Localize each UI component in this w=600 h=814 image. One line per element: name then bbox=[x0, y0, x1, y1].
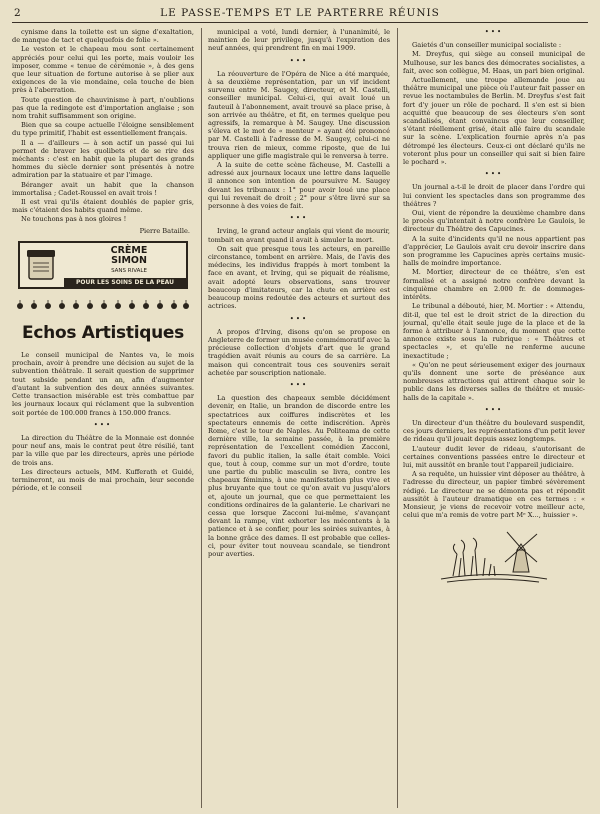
paragraph: Un directeur d'un théâtre du boulevard suspendit, ces jours derniers, les représentations d'un petit lever de rideau qu'il jouait depuis assez longtemps. bbox=[403, 418, 585, 444]
paragraph: Irving, le grand acteur anglais qui vient de mourir, tombait en avant quand il avait à simuler la mort. bbox=[208, 227, 390, 244]
column-rule bbox=[201, 28, 202, 808]
separator-dots: ••• bbox=[289, 380, 309, 389]
paragraph: Ne touchons pas à nos gloires ! bbox=[21, 215, 127, 224]
column-left bbox=[12, 28, 194, 808]
creme-simon-advertisement bbox=[18, 241, 188, 289]
paragraph: On sait que presque tous les acteurs, en pareille circonstance, tombent en arrière. Mais, de l'avis des médecins, les individus frappés à mort tombent la face en avant, et Irving, qui se piquait de réalisme, avait adopté leurs observations, sans trouver beaucoup d'imitateurs, car la chute en arrière est beaucoup moins redoutée des acteurs et surtout des actrices. bbox=[208, 244, 390, 311]
ad-tagline: SANS RIVALE bbox=[111, 267, 147, 274]
separator-dots: ••• bbox=[289, 314, 309, 323]
paragraph: La réouverture de l'Opéra de Nice a été marquée, à sa deuxième représentation, par un vif incident survenu entre M. Saugey, directeur, et M. Castelli, conseiller municipal. Celui-ci, qui avait loué un fauteuil à l'abonnement, avait trouvé sa place prise, à son arrivée au théâtre, et fit, en termes quelque peu agressifs, la remarque à M. Saugey. Une discussion s'éleva et le mot de « menteur » ayant été prononcé par M. Castelli à l'adresse de M. Saugey, celui-ci ne trouva rien de mieux, comme riposte, que de lui appliquer une gifle magistrale qui le renversa à terre. bbox=[208, 69, 390, 160]
paragraph: Le veston et le chapeau mou sont certainement appréciés pour celui qui les porte, mais vouloir les imposer, comme « tenue de cérémonie », à des gens que leur situation de fortune autorise à se plier aux exigences de la vie mondaine, cela touche de bien près à l'aberration. bbox=[12, 45, 194, 95]
paragraph: Le tribunal a débouté, hier, M. Mortier : « Attendu, dit-il, que tel est le droit strict de la direction du journal, qu'elle était seule juge de la place et de la forme à attribuer à l'annonce, du moment que cette annonce existe sous la rubrique : « Théâtres et spectacles », et qu'elle ne renferme aucune inexactitude ; bbox=[403, 302, 585, 360]
separator-dots: ••• bbox=[93, 420, 113, 429]
ad-brand: CRÈME SIMON bbox=[110, 244, 148, 266]
column-rule bbox=[397, 28, 398, 808]
paragraph: Actuellement, une troupe allemande joue au théâtre municipal une pièce où l'auteur fait passer en revue les noctambules de Berlin. M. Dreyfus s'est fait fort d'y jouer un rôle de pochard. Il s'en est si bien acquitté que beaucoup de ses électeurs s'en sont scandalisés, étant convaincus que leur conseiller, s'étant réellement grisé, était allé faire du scandale sur la scène. L'explication fournie après n'a pas détrompé les électeurs. Ceux-ci ont déclaré qu'ils ne voteront plus pour un conseiller qui sait si bien faire le pochard ». bbox=[403, 76, 585, 167]
paragraph: M. Dreyfus, qui siège au conseil municipal de Mulhouse, sur les bancs des démocrates socialistes, a fait, avec son collègue, M. Haas, un pari bien original. bbox=[403, 50, 585, 75]
paragraph: Bien que sa coupe actuelle l'éloigne sensiblement du type primitif, l'habit est essentiellement français. bbox=[12, 121, 194, 138]
paragraph: L'auteur dudit lever de rideau, s'autorisant de certaines conventions passées entre le directeur et lui, mit aussitôt en branle tout l'appareil judiciaire. bbox=[403, 444, 585, 469]
cream-jar-icon bbox=[26, 247, 56, 281]
paragraph: M. Mortier, directeur de ce théâtre, s'en est formalisé et a assigné notre confrère devant la cinquième chambre en 2.000 fr. de dommages-intérêts. bbox=[403, 268, 585, 302]
paragraph: Le conseil municipal de Nantes va, le mois prochain, avoir à prendre une décision au sujet de la subvention théâtrale. Il serait question de supprimer tout subside pendant un an, afin d'augmenter d'autant la subvention des deux années suivantes. Cette transaction misérable est très combattue par les journaux locaux qui réclament que la subvention soit portée de 100.000 francs à 150.000 francs. bbox=[12, 351, 194, 417]
paragraph: La direction du Théâtre de la Monnaie est donnée pour neuf ans, mais le contrat peut être résilié, tant par la ville que par les directeurs, après une période de trois ans. bbox=[12, 433, 194, 467]
paragraph: Toute question de chauvinisme à part, n'oublions pas que la redingote est d'importation anglaise ; son nom trahit suffisamment son origine. bbox=[12, 95, 194, 121]
paragraph: A sa requête, un huissier vint déposer au théâtre, à l'adresse du directeur, un papier timbré sévèrement rédigé. Le directeur ne se démonta pas et répondit aussitôt à l'auteur dramatique en ces termes : « Monsieur, je viens de recevoir votre meilleur acte, celui que m'a remis de votre part Mᵉ X..., huissier ». bbox=[403, 470, 585, 520]
ornamental-divider bbox=[14, 299, 192, 311]
section-headline: Echos Artistiques bbox=[22, 323, 184, 344]
paragraph: Oui, vient de répondre la deuxième chambre dans le procès qu'intentait à notre confrère Le Gaulois, le directeur du Théâtre des Capucines. bbox=[403, 209, 585, 234]
column-middle bbox=[208, 28, 390, 808]
masthead-title: LE PASSE-TEMPS ET LE PARTERRE RÉUNIS bbox=[160, 7, 440, 19]
separator-dots: ••• bbox=[484, 405, 504, 414]
paragraph: Les directeurs actuels, MM. Kufferath et Guidé, termineront, au mois de mai prochain, leur seconde période, et le conseil bbox=[12, 467, 194, 493]
paragraph: A la suite de cette scène fâcheuse, M. Castelli a adressé aux journaux locaux une lettre dans laquelle il annonce son intention de poursuivre M. Saugey devant les tribunaux : 1° pour avoir loué une place qui lui revenait de droit ; 2° pour s'être livré sur sa personne à des voies de fait. bbox=[208, 161, 390, 211]
paragraph: La question des chapeaux semble décidément devenir, en Italie, un brandon de discorde entre les spectatrices aux coiffures indiscrètes et les spectateurs ennemis de cette indiscrétion. Après Rome, c'est le tour de Naples. Au Politeama de cette dernière ville, la semaine passée, à la première représentation de l'excellent comédien Zacconi, favori du public italien, la salle était comble. Voici que, tout à coup, comme sur un mot d'ordre, toute une partie du public masculin se livra, contre les chapeaux féminins, à une manifestation plus vive et plus bruyante que tout ce qu'on avait vu jusqu'alors et, ajoute un journal, que ce que permettaient les conditions ordinaires de la galanterie. Le charivari ne cessa que lorsque Zacconi lui-même, s'avançant devant la rampe, vint exhorter les mécontents à la patience et à se confier, pour les soirées suivantes, à la bonne grâce des dames. Il est probable que celles-ci, pour éviter tout nouveau scandale, se tiendront pour averties. bbox=[208, 394, 390, 558]
column-right bbox=[403, 28, 585, 808]
page-number: 2 bbox=[14, 7, 22, 19]
paragraph: A propos d'Irving, disons qu'on se propose en Angleterre de former un musée commémoratif avec la précieuse collection d'objets d'art que le grand tragédien avait réunis au cours de sa carrière. La maison qui concentrait tous ces souvenirs serait achetée par souscription nationale. bbox=[208, 327, 390, 377]
paragraph: cynisme dans la toilette est un signe d'exaltation, de manque de tact et quelquefois de folie ». bbox=[12, 28, 194, 45]
paragraph: Béranger avait un habit que la chanson immortalisa ; Cadet-Roussel en avait trois ! bbox=[12, 180, 194, 197]
paragraph: Il a — d'ailleurs — à son actif un passé qui lui permet de braver les quolibets et de se rire des méchants : c'est en habit que la plupart des grands hommes du siècle dernier sont présentés à notre admiration par la statuaire et par l'image. bbox=[12, 138, 194, 180]
paragraph: Un journal a-t-il le droit de placer dans l'ordre qui lui convient les spectacles dans son programme des théâtres ? bbox=[403, 183, 585, 208]
paragraph: Il est vrai qu'ils étaient doublés de papier gris, mais c'étaient des habits quand même. bbox=[12, 198, 194, 215]
separator-dots: ••• bbox=[484, 170, 504, 179]
ad-banner-text: POUR LES SOINS DE LA PEAU bbox=[64, 278, 186, 287]
separator-dots: ••• bbox=[484, 28, 504, 36]
windmill-vignette-illustration bbox=[433, 524, 553, 586]
author-signature: Pierre Bataille. bbox=[139, 226, 190, 235]
separator-dots: ••• bbox=[289, 56, 309, 65]
paragraph: municipal a voté, lundi dernier, à l'unanimité, le maintien de leur privilège, jusqu'à l'expiration des neuf années, qui prendrent fin en mai 1909. bbox=[208, 28, 390, 53]
separator-dots: ••• bbox=[289, 214, 309, 223]
page-header bbox=[12, 6, 588, 23]
paragraph: « Qu'on ne peut sérieusement exiger des journaux qu'ils donnent une sorte de préséance aux nombreuses attractions qui attirent chaque soir le public dans les diverses salles de théâtre et music-halls de la capitale ». bbox=[403, 360, 585, 402]
paragraph: Gaietés d'un conseiller municipal socialiste : bbox=[412, 41, 562, 50]
paragraph: A la suite d'incidents qu'il ne nous appartient pas d'apprécier, Le Gaulois avait cru devoir inscrire dans son programme les Capucines après certains music-halls de moindre importance. bbox=[403, 234, 585, 268]
